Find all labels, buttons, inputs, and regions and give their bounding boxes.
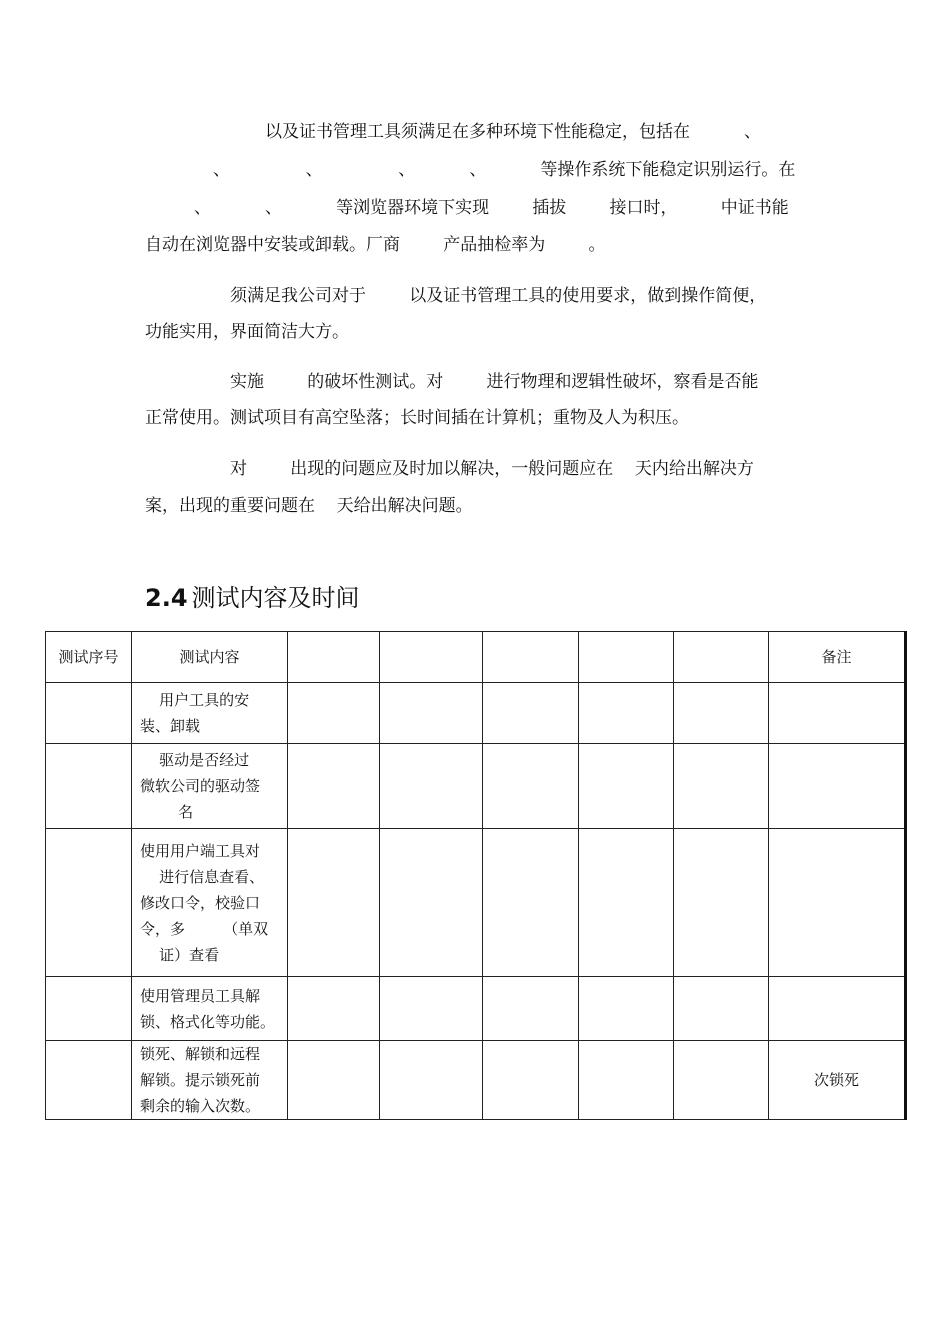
table-cell: [46, 977, 132, 1041]
header-cell: 测试序号: [46, 632, 132, 683]
table-cell: [483, 1041, 579, 1120]
table-cell: [132, 683, 288, 744]
table-row: [46, 977, 906, 1041]
paragraph-line: 须满足我公司对于 以及证书管理工具的使用要求，做到操作简便，: [230, 286, 767, 306]
table-cell: [674, 683, 769, 744]
header-cell: [483, 632, 579, 683]
note-text: 次锁死: [813, 1071, 859, 1089]
table-cell: [380, 977, 483, 1041]
test-content: 驱动是否经过 微软公司的驱动签 名: [140, 751, 261, 821]
table-row: [46, 683, 906, 744]
table-row: [46, 829, 906, 977]
table-cell: [674, 744, 769, 829]
test-content: 使用用户端工具对 进行信息查看、 修改口令，校验口 令，多 （单双 证）查看: [140, 841, 269, 964]
header-cell: 测试内容: [132, 632, 288, 683]
paragraph-line: 以及证书管理工具须满足在多种环境下性能稳定，包括在 、: [265, 122, 762, 142]
table-cell: [674, 977, 769, 1041]
table-cell: [46, 829, 132, 977]
paragraph-line: 、 、 、 、 等操作系统下能稳定识别运行。在: [213, 160, 796, 180]
table-cell: [288, 744, 380, 829]
table-cell: [380, 1041, 483, 1120]
table-cell: [46, 1041, 132, 1120]
table-cell: [483, 744, 579, 829]
section-heading: [145, 582, 360, 614]
header-cell: [380, 632, 483, 683]
table-cell: [288, 977, 380, 1041]
section-number: 2.4: [145, 584, 188, 612]
table-cell: [579, 744, 674, 829]
table-cell: [483, 977, 579, 1041]
table-cell: [288, 1041, 380, 1120]
table-cell: [769, 744, 906, 829]
test-table: [45, 631, 907, 1120]
table-cell: [769, 683, 906, 744]
table-cell: [579, 1041, 674, 1120]
paragraph-line: 自动在浏览器中安装或卸载。厂商 产品抽检率为 。: [145, 235, 606, 255]
header-cell: 备注: [769, 632, 906, 683]
table-cell: [769, 1041, 906, 1120]
section-title: 测试内容及时间: [191, 584, 360, 612]
paragraph-line: 、 、 等浏览器环境下实现 插拔 接口时， 中证书能: [194, 198, 789, 218]
paragraph-line: 对 出现的问题应及时加以解决，一般问题应在 天内给出解决方: [230, 459, 754, 479]
paragraph-line: 正常使用。测试项目有高空坠落；长时间插在计算机；重物及人为积压。: [145, 408, 689, 428]
table-cell: [46, 744, 132, 829]
test-content: 使用管理员工具解 锁、格式化等功能。: [140, 986, 276, 1031]
table-cell: [579, 683, 674, 744]
table-cell: [579, 829, 674, 977]
header-cell: [579, 632, 674, 683]
header-cell: [288, 632, 380, 683]
table-cell: [674, 829, 769, 977]
table-cell: [674, 1041, 769, 1120]
table-cell: [288, 683, 380, 744]
paragraph-line: 功能实用，界面简洁大方。: [145, 322, 349, 342]
paragraph-line: 实施 的破坏性测试。对 进行物理和逻辑性破坏，察看是否能: [230, 372, 759, 392]
test-content: 锁死、解锁和远程 解锁。提示锁死前 剩余的输入次数。: [140, 1045, 261, 1115]
table-cell: [380, 744, 483, 829]
table-header-row: [46, 632, 906, 683]
table-cell: [380, 683, 483, 744]
table-cell: [380, 829, 483, 977]
paragraph-line: 案，出现的重要问题在 天给出解决问题。: [145, 496, 473, 516]
table-cell: [132, 977, 288, 1041]
test-content: 用户工具的安 装、卸载: [140, 691, 250, 735]
table-cell: [132, 744, 288, 829]
header-cell: [674, 632, 769, 683]
table-cell: [132, 829, 288, 977]
table-row: [46, 1041, 906, 1120]
table-row: [46, 744, 906, 829]
table-cell: [483, 683, 579, 744]
table-cell: [288, 829, 380, 977]
table-cell: [46, 683, 132, 744]
table-cell: [769, 829, 906, 977]
table-cell: [579, 977, 674, 1041]
table-cell: [132, 1041, 288, 1120]
table-cell: [483, 829, 579, 977]
table-cell: [769, 977, 906, 1041]
